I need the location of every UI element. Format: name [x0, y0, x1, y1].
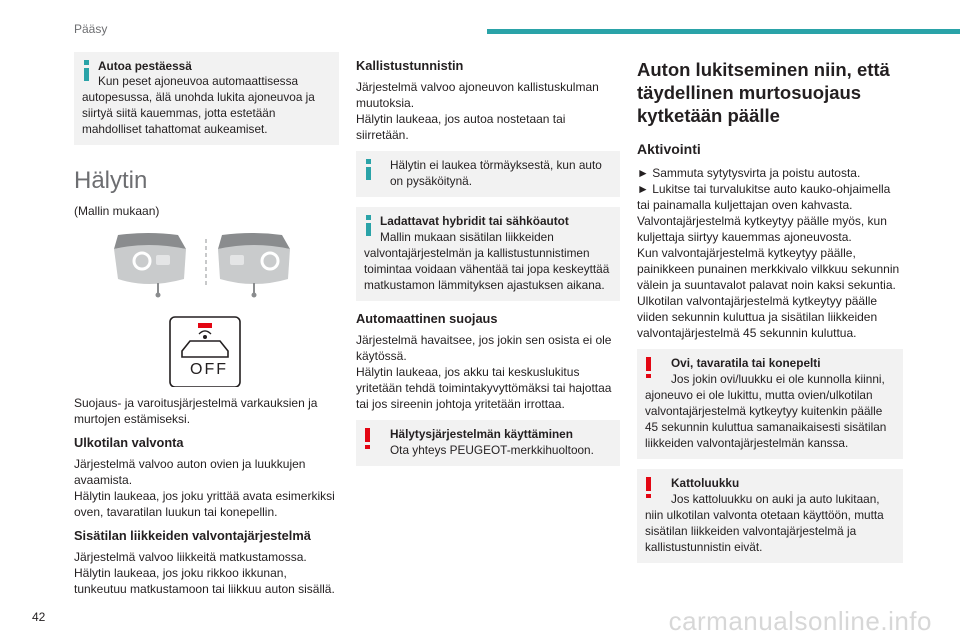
- locking-heading: Auton lukitseminen niin, että täydellinen murtosuojaus kytketään päälle: [637, 59, 890, 126]
- alarm-heading: Hälytin: [74, 167, 148, 194]
- int-text-2: Hälytin laukeaa, jos joku rikkoo ikkunan, tunkeutuu matkustamoon tai liikkuu auton sisällä.: [74, 566, 335, 596]
- note-text: Kun peset ajoneuvoa automaattisessa autopesussa, älä unohda lukita ajoneuvoa ja siirtyä siitä kauemmas, jotta estetään mahdolliset tahattomat aukeamiset.: [82, 74, 315, 136]
- auto-text-1: Järjestelmä havaitsee, jos jokin sen osista ei ole käytössä.: [356, 333, 612, 363]
- activation-title: Aktivointi: [637, 141, 701, 157]
- ext-monitoring-title: Ulkotilan valvonta: [74, 435, 184, 450]
- tilt-sensor-title: Kallistustunnistin: [356, 58, 464, 73]
- note-text: Jos kattoluukku on auki ja auto lukitaan, niin ulkotilan valvonta otetaan käyttöön, mutta sisätilan liikkeiden valvontajärjestelmä ja kallistustunnistin eivät.: [645, 492, 884, 554]
- activation-text-1: Valvontajärjestelmä kytkeytyy päälle myös, kun kuljettaja siirtyy kauemmas ajoneuvosta.: [637, 214, 887, 244]
- warning-icon: [646, 477, 652, 499]
- info-note-car-wash: [74, 52, 339, 145]
- ext-text-1: Järjestelmä valvoo auton ovien ja luukkujen avaamista.: [74, 457, 306, 487]
- column-3: [637, 58, 903, 573]
- warning-icon: [646, 357, 652, 379]
- header-title: Pääsy: [74, 22, 108, 36]
- column-2: [356, 58, 620, 476]
- ext-text-2: Hälytin laukeaa, jos joku yrittää avata esimerkiksi oven, tavaratilan luukun tai konepellin.: [74, 489, 335, 519]
- note-text: Jos jokin ovi/luukku ei ole kunnolla kiinni, ajoneuvo ei ole lukittu, mutta ovien/ulkotilan valvontajärjestelmä kytkeytyy kuitenkin päälle 45 sekunnin kuluttua samanaikaisesti sisätilan liikkeiden valvontajärjestelmän kanssa.: [645, 372, 887, 450]
- info-note-collision: [356, 151, 620, 197]
- auto-protection-title: Automaattinen suojaus: [356, 311, 498, 326]
- info-icon: [366, 215, 371, 236]
- page-number: 42: [32, 610, 46, 624]
- alarm-intro: Suojaus- ja varoitusjärjestelmä varkauksien ja murtojen estämiseksi.: [74, 396, 318, 426]
- int-text-1: Järjestelmä valvoo liikkeitä matkustamossa.: [74, 550, 307, 564]
- column-1: [74, 52, 339, 605]
- info-icon: [84, 60, 89, 81]
- note-title: Ovi, tavaratila tai konepelti: [671, 356, 821, 370]
- note-text: Ota yhteys PEUGEOT-merkkihuoltoon.: [390, 443, 594, 457]
- info-icon: [366, 159, 371, 180]
- tilt-text-2: Hälytin laukeaa, jos autoa nostetaan tai siirretään.: [356, 112, 566, 142]
- step-2: ► Lukitse tai turvalukitse auto kauko-ohjaimella tai painamalla kuljettajan oven kahvasta.: [637, 182, 891, 212]
- watermark: carmanualsonline.info: [668, 606, 932, 636]
- step-1: ► Sammuta sytytysvirta ja poistu autosta.: [637, 166, 861, 180]
- int-monitoring-title: Sisätilan liikkeiden valvontajärjestelmä: [74, 528, 311, 543]
- warning-note-alarm-use: [356, 420, 620, 466]
- activation-text-3: Ulkotilan valvontajärjestelmä kytkeytyy päälle viiden sekunnin kuluttua ja sisätilan liikkeiden valvontajärjestelmä 45 sekunnin kuluttua.: [637, 294, 878, 340]
- note-title: Hälytysjärjestelmän käyttäminen: [390, 427, 573, 441]
- activation-text-2: Kun valvontajärjestelmä kytkeytyy päälle, painikkeen punainen merkkivalo vilkkuu sekunnin välein ja suuntavalot palavat noin kaksi sekuntia.: [637, 246, 900, 292]
- header-bar: [487, 29, 960, 34]
- note-title: Autoa pestäessä: [98, 59, 192, 73]
- note-text: Hälytin ei laukea törmäyksestä, kun auto on pysäköitynä.: [390, 158, 602, 188]
- warning-icon: [365, 428, 371, 450]
- warning-note-door: [637, 349, 903, 459]
- note-text: Mallin mukaan sisätilan liikkeiden valvontajärjestelmän ja kallistustunnistimen toimintaa voidaan vähentää tai jopa keskeyttää matkustamon lämmityksen ajastuksen aikana.: [364, 230, 610, 292]
- tilt-text-1: Järjestelmä valvoo ajoneuvon kallistuskulman muutoksia.: [356, 80, 599, 110]
- alarm-illustration: [74, 227, 339, 387]
- auto-text-2: Hälytin laukeaa, jos akku tai keskuslukitus yritetään tehdä toimintakyvyttömäksi tai hajottaa tai jos sireenin johtoja yritetään irrottaa.: [356, 365, 612, 411]
- off-label: OFF: [190, 361, 228, 378]
- note-title: Kattoluukku: [671, 476, 740, 490]
- info-note-hybrid: [356, 207, 620, 301]
- warning-note-sunroof: [637, 469, 903, 563]
- note-title: Ladattavat hybridit tai sähköautot: [380, 214, 569, 228]
- model-note: (Mallin mukaan): [74, 204, 160, 218]
